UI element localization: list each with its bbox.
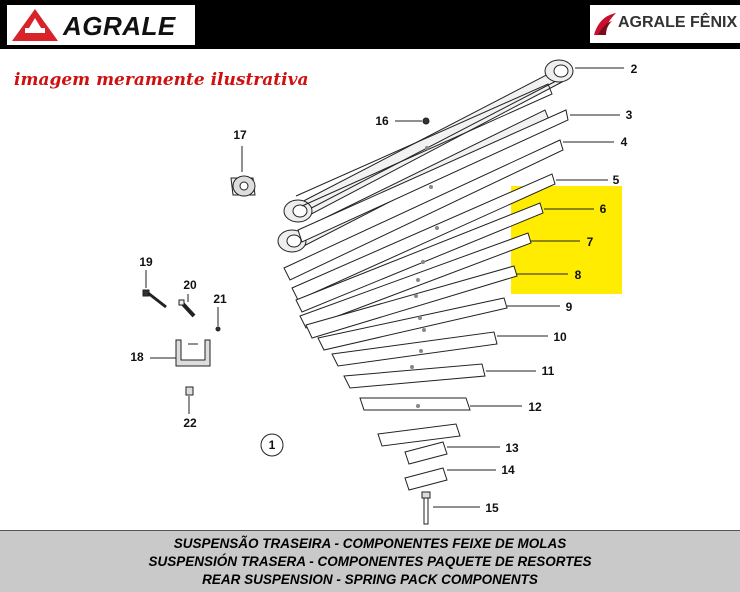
part-22-nut	[186, 387, 193, 395]
part-18-clip	[176, 340, 210, 366]
callout-15: 15	[485, 501, 499, 515]
part-14-plate	[405, 468, 447, 490]
agrale-triangle-icon	[11, 8, 59, 42]
callout-4: 4	[620, 135, 628, 149]
leaf-12	[360, 398, 470, 410]
callout-10: 10	[553, 330, 567, 344]
exploded-parts-drawing	[0, 49, 740, 530]
callout-18: 18	[130, 350, 144, 364]
part-17-bushing	[231, 176, 255, 196]
callout-16: 16	[375, 114, 389, 128]
leaf-11	[344, 364, 485, 388]
model-logo-text: AGRALE FÊNIX	[618, 14, 738, 31]
leaf-2-main	[284, 60, 573, 222]
part-21-washer	[216, 327, 220, 331]
callout-9: 9	[565, 300, 573, 314]
callout-20: 20	[183, 278, 197, 292]
callout-14: 14	[501, 463, 515, 477]
callout-2: 2	[630, 62, 638, 76]
part-15-center-bolt	[422, 492, 430, 524]
callout-11: 11	[541, 364, 555, 378]
figure-number-badge	[261, 434, 283, 456]
caption-portuguese: SUSPENSÃO TRASEIRA - COMPONENTES FEIXE DE MOLAS	[173, 536, 567, 551]
caption-spanish: SUSPENSIÓN TRASERA - COMPONENTES PAQUETE DE RESORTES	[148, 554, 592, 569]
part-13-plate	[405, 442, 447, 464]
part-19-bolt	[143, 290, 166, 307]
callout-8: 8	[574, 268, 582, 282]
callout-19: 19	[139, 255, 153, 269]
callout-3: 3	[625, 108, 633, 122]
part-16-nut	[423, 118, 429, 124]
figure-number: 1	[268, 438, 276, 452]
fenix-wing-icon	[592, 11, 618, 37]
illustrative-disclaimer: imagem meramente ilustrativa	[14, 70, 309, 90]
header-bar	[0, 0, 740, 49]
callout-13: 13	[505, 441, 519, 455]
agrale-logo	[7, 5, 195, 45]
callout-5: 5	[612, 173, 620, 187]
part-20-pin	[179, 300, 194, 316]
footer-caption	[0, 530, 740, 592]
callout-7: 7	[586, 235, 594, 249]
callout-21: 21	[213, 292, 227, 306]
callout-22: 22	[183, 416, 197, 430]
leaf-12b	[378, 424, 460, 446]
fenix-logo	[590, 5, 740, 43]
leaf-3	[298, 110, 568, 242]
caption-english: REAR SUSPENSION - SPRING PACK COMPONENTS	[202, 572, 538, 587]
brand-logo-text: AGRALE	[63, 11, 176, 41]
callout-6: 6	[599, 202, 607, 216]
callout-17: 17	[233, 128, 247, 142]
callout-12: 12	[528, 400, 542, 414]
